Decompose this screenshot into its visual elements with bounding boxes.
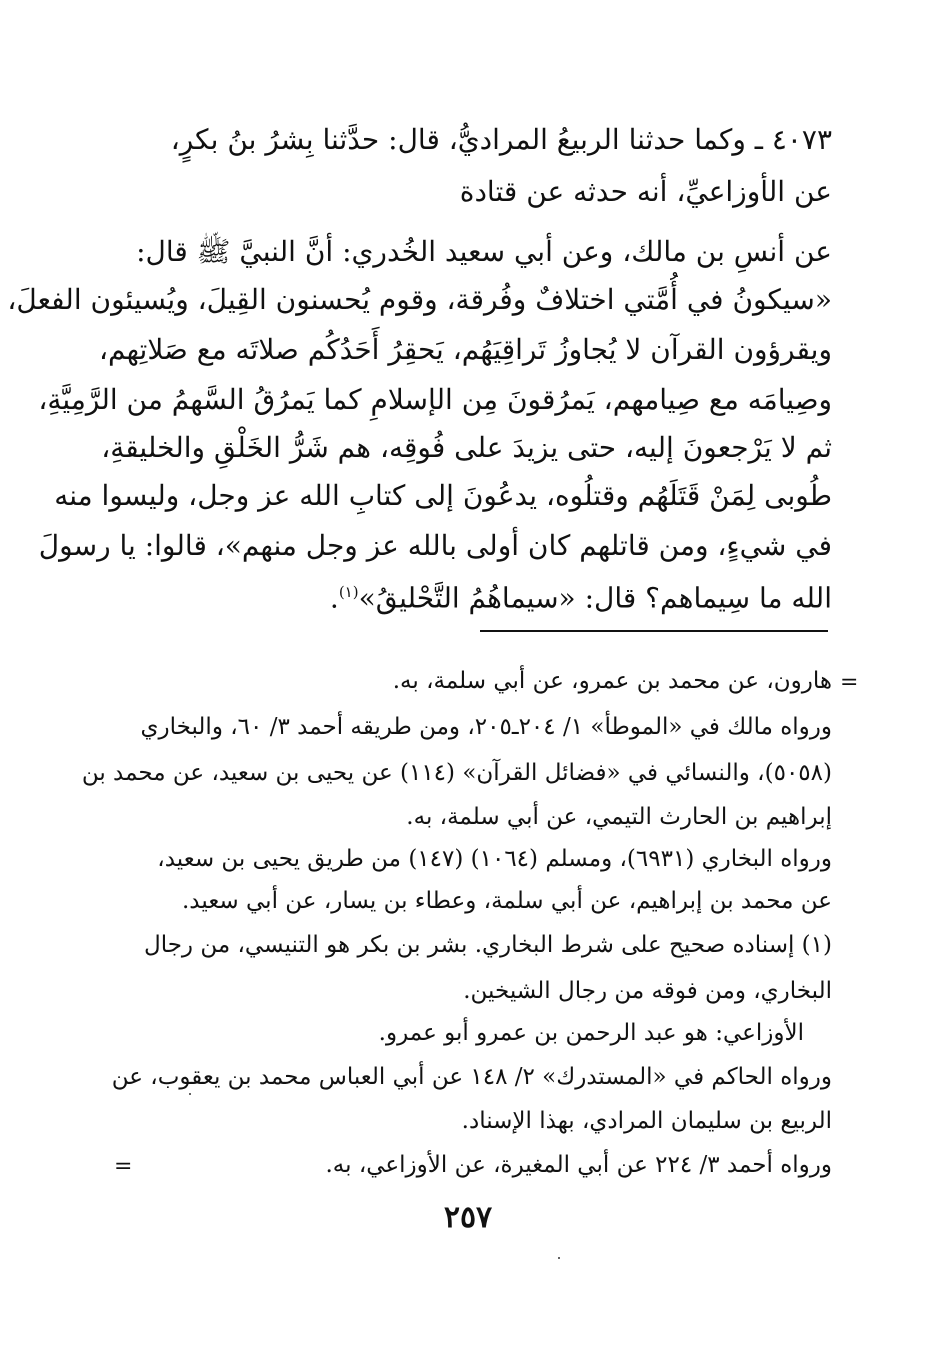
footnote-line-7: (١) إسناده صحيح على شرط البخاري. بشر بن بكر هو التنيسي، من رجال — [144, 932, 832, 958]
hadith-line-10: الله ما سِيماهم؟ قال: «سيماهُمُ التَّحْليقُ»$^{(١)}$. — [329, 581, 832, 615]
footnote-line-10: ورواه الحاكم في «المستدرك» ٢/ ١٤٨ عن أبي العباس محمد بن يعقوب، عن — [111, 1064, 832, 1090]
hadith-line-4: «سيكونُ في أُمَّتي اختلافٌ وفُرقة، وقوم يُحسنون القِيلَ، ويُسيئون الفعلَ، — [7, 283, 832, 316]
hadith-line-5: ويقرؤون القرآن لا يُجاوزُ تَراقِيَهُم، يَحقِرُ أَحَدُكُم صلاتَه مع صَلاتِهم، — [98, 333, 832, 366]
footnote-line-6: عن محمد بن إبراهيم، عن أبي سلمة، وعطاء بن يسار، عن أبي سعيد. — [182, 888, 832, 914]
footnote-line-2: ورواه مالك في «الموطأ» ١/ ٢٠٤ـ٢٠٥، ومن طريقه أحمد ٣/ ٦٠، والبخاري — [140, 714, 832, 740]
footnote-line-1: هارون، عن محمد بن عمرو، عن أبي سلمة، به. — [392, 668, 832, 694]
footnote-line-4: إبراهيم بن الحارث التيمي، عن أبي سلمة، به. — [406, 804, 832, 830]
footnote-line-5: ورواه البخاري (٦٩٣١)، ومسلم (١٠٦٤) (١٤٧) من طريق يحيى بن سعيد، — [157, 846, 832, 872]
scan-speck — [558, 1257, 560, 1259]
continuation-mark-top: = — [840, 670, 859, 695]
footnote-line-12: ورواه أحمد ٣/ ٢٢٤ عن أبي المغيرة، عن الأوزاعي، به. — [325, 1152, 832, 1178]
continuation-mark-bottom: = — [114, 1154, 133, 1179]
hadith-line-6: وصِيامَه مع صِيامهم، يَمرُقونَ مِن الإسلامِ كما يَمرُقُ السَّهمُ من الرَّمِيَّةِ، — [38, 383, 832, 416]
scan-speck — [189, 1093, 191, 1095]
hadith-line-9: في شيءٍ، ومن قاتلهم كان أولى بالله عز وجل منهم»، قالوا: يا رسولَ — [38, 529, 832, 562]
footnote-line-8: البخاري، ومن فوقه من رجال الشيخين. — [463, 978, 832, 1004]
hadith-line-1: ٤٠٧٣ ـ وكما حدثنا الربيعُ المراديُّ، قال: حدَّثنا بِشرُ بنُ بكرٍ، — [170, 123, 832, 156]
hadith-line-8: طُوبى لِمَنْ قَتَلَهُم وقتلُوه، يدعُونَ إلى كتابِ الله عز وجل، وليسوا منه — [54, 479, 832, 512]
footnote-line-3: (٥٠٥٨)، والنسائي في «فضائل القرآن» (١١٤) عن يحيى بن سعيد، عن محمد بن — [81, 760, 832, 786]
footnote-line-9: الأوزاعي: هو عبد الرحمن بن عمرو أبو عمرو. — [378, 1020, 804, 1046]
footnote-ref-1: (١) — [338, 583, 359, 601]
hadith-line-2: عن الأوزاعيِّ، أنه حدثه عن قتادة — [459, 175, 832, 208]
hadith-line-10-text: الله ما سِيماهم؟ قال: «سيماهُمُ التَّحْليقُ» — [358, 581, 832, 615]
footnote-separator — [480, 630, 828, 632]
hadith-line-3: عن أنسِ بن مالك، وعن أبي سعيد الخُدري: أنَّ النبيَّ ﷺ قال: — [136, 235, 832, 268]
footnote-line-11: الربيع بن سليمان المرادي، بهذا الإسناد. — [461, 1108, 832, 1134]
page-number: ٢٥٧ — [443, 1200, 493, 1235]
hadith-line-7: ثم لا يَرْجعونَ إليه، حتى يزيدَ على فُوقِه، هم شَرُّ الخَلْقِ والخليقةِ، — [101, 431, 832, 464]
